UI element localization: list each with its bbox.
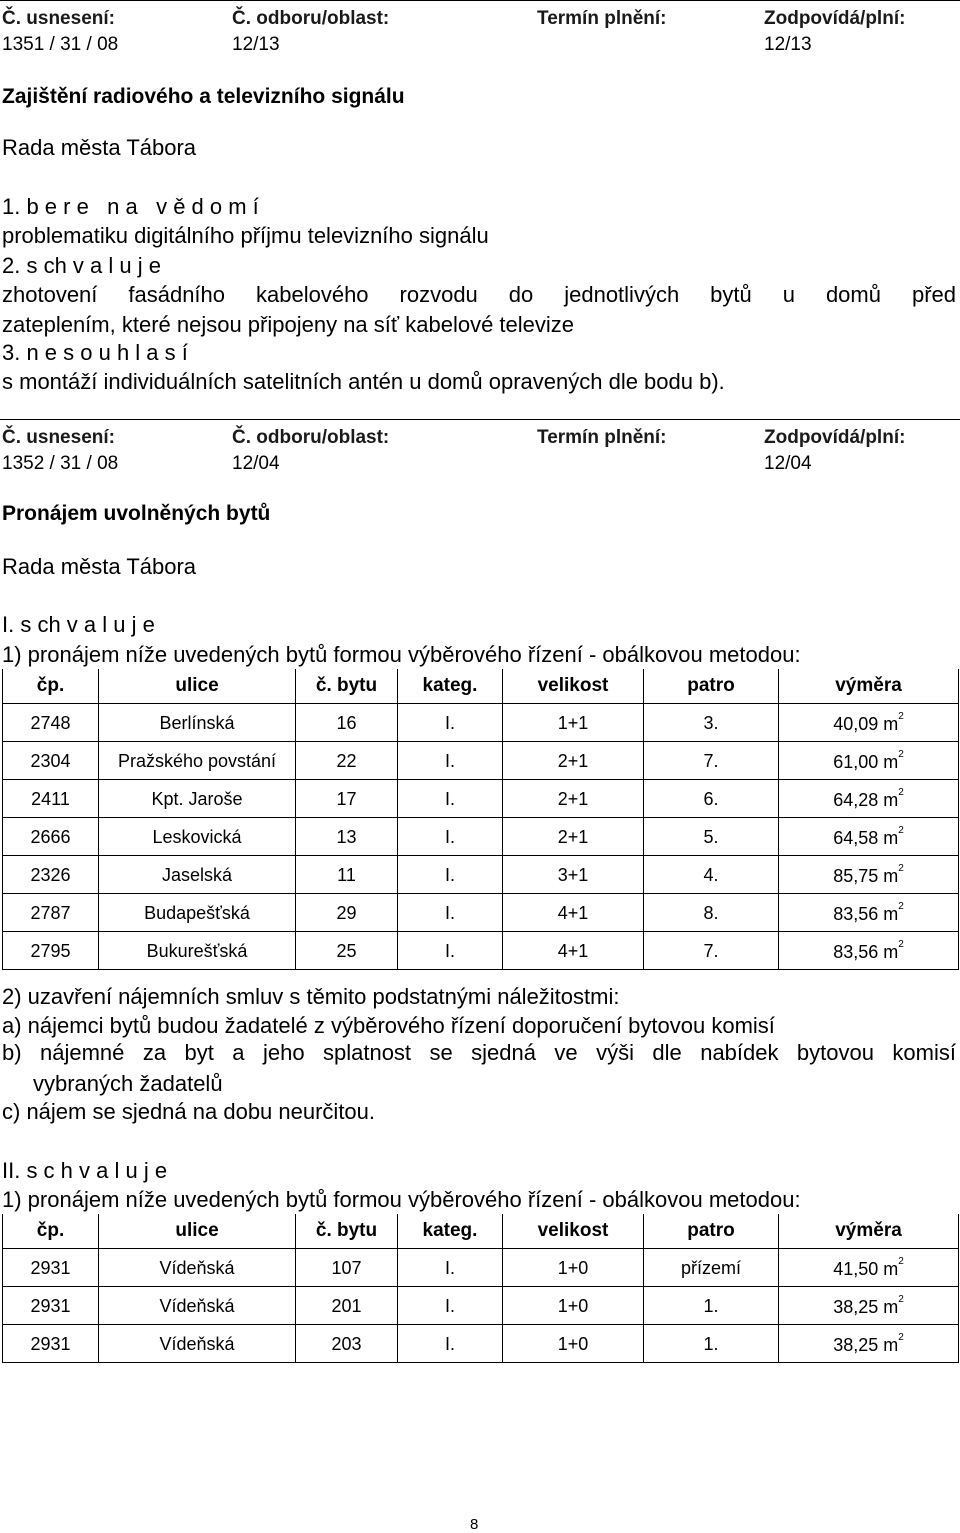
cell-text: 1+0 bbox=[557, 1257, 589, 1278]
cell-text: Kpt. Jaroše bbox=[151, 788, 243, 809]
cell-text: 17 bbox=[336, 788, 357, 809]
cell-text: 40,09 m bbox=[833, 714, 899, 734]
cell-text: 2411 bbox=[31, 788, 70, 809]
col-header: č. bytu bbox=[296, 1214, 398, 1249]
table-cell bbox=[3, 1325, 99, 1363]
unit-superscript: 2 bbox=[898, 939, 904, 950]
table-cell bbox=[398, 894, 503, 932]
table-cell bbox=[779, 780, 959, 818]
cell-text: Budapešťská bbox=[144, 902, 250, 923]
table-cell bbox=[99, 780, 296, 818]
cell-text: 83,56 m bbox=[833, 942, 899, 962]
table-cell bbox=[398, 856, 503, 894]
cell-text: přízemí bbox=[680, 1257, 741, 1278]
cell-text: 2+1 bbox=[557, 788, 589, 809]
table-cell bbox=[644, 780, 779, 818]
label-deadline: Termín plnění: bbox=[537, 8, 667, 29]
col-header: patro bbox=[644, 669, 779, 704]
item-heading-1: 1. b e r e n a v ě d o m í bbox=[2, 194, 259, 219]
table-cell bbox=[99, 742, 296, 780]
table-cell bbox=[503, 742, 644, 780]
table-cell bbox=[99, 1287, 296, 1325]
resolution-title: Zajištění radiového a televizního signálu bbox=[2, 85, 405, 108]
cell-text: 25 bbox=[336, 940, 357, 961]
cell-text: 2931 bbox=[30, 1295, 71, 1316]
table-row bbox=[3, 894, 959, 932]
table-cell bbox=[3, 704, 99, 742]
table-cell bbox=[296, 932, 398, 970]
table-cell bbox=[99, 894, 296, 932]
table-row bbox=[3, 1249, 959, 1287]
condition-b: b) nájemné za byt a jeho splatnost se sjedná ve výši dle nabídek bytovou komisí bbox=[2, 1040, 956, 1065]
table-cell bbox=[296, 1325, 398, 1363]
resolution-number-2: 1352 / 31 / 08 bbox=[2, 453, 119, 474]
condition-a: a) nájemci bytů budou žadatelé z výběrového řízení doporučení bytovou komisí bbox=[2, 1013, 775, 1038]
table-cell bbox=[503, 1287, 644, 1325]
item-heading-3: 3. n e s o u h l a s í bbox=[2, 340, 188, 365]
table-cell bbox=[3, 742, 99, 780]
table-cell bbox=[779, 1249, 959, 1287]
cell-text: Bukurešťská bbox=[146, 940, 248, 961]
cell-text: Berlínská bbox=[159, 712, 235, 733]
col-header: kateg. bbox=[398, 669, 503, 704]
label-resolution-no: Č. usnesení: bbox=[2, 8, 115, 29]
table-cell bbox=[503, 1325, 644, 1363]
resolution-number: 1351 / 31 / 08 bbox=[2, 34, 119, 55]
cell-text: I. bbox=[444, 940, 455, 961]
cell-text: 22 bbox=[336, 750, 357, 771]
table-row bbox=[3, 742, 959, 780]
table-cell bbox=[296, 780, 398, 818]
col-header: čp. bbox=[3, 669, 99, 704]
table-cell bbox=[503, 780, 644, 818]
col-header: čp. bbox=[3, 1214, 99, 1249]
table-cell bbox=[779, 894, 959, 932]
table-cell bbox=[503, 704, 644, 742]
unit-superscript: 2 bbox=[898, 1294, 904, 1305]
cell-text: I. bbox=[444, 1333, 455, 1354]
item-text-1: problematiku digitálního příjmu televizního signálu bbox=[2, 223, 489, 248]
responsible-value: 12/13 bbox=[764, 34, 812, 55]
table-cell bbox=[3, 894, 99, 932]
cell-text: Vídeňská bbox=[159, 1257, 235, 1278]
cell-text: I. bbox=[444, 1257, 455, 1278]
cell-text: I. bbox=[444, 864, 455, 885]
table-cell bbox=[398, 818, 503, 856]
label-responsible: Zodpovídá/plní: bbox=[764, 8, 906, 29]
table-cell bbox=[503, 894, 644, 932]
table-cell bbox=[644, 1249, 779, 1287]
cell-text: I. bbox=[444, 1295, 455, 1316]
cell-text: 1. bbox=[703, 1295, 719, 1316]
col-header: patro bbox=[644, 1214, 779, 1249]
cell-text: 3+1 bbox=[557, 864, 589, 885]
top-rule bbox=[0, 0, 960, 1]
table-cell bbox=[99, 818, 296, 856]
cell-text: 83,56 m bbox=[833, 904, 899, 924]
label-resolution-no-2: Č. usnesení: bbox=[2, 427, 115, 448]
table-cell bbox=[644, 1325, 779, 1363]
cell-text: 41,50 m bbox=[833, 1259, 899, 1279]
table-row bbox=[3, 932, 959, 970]
table-cell bbox=[99, 856, 296, 894]
unit-superscript: 2 bbox=[898, 749, 904, 760]
col-header: ulice bbox=[99, 669, 296, 704]
table-row bbox=[3, 780, 959, 818]
table-cell bbox=[3, 1249, 99, 1287]
table-cell bbox=[296, 742, 398, 780]
table-cell bbox=[644, 818, 779, 856]
unit-superscript: 2 bbox=[898, 1256, 904, 1267]
cell-text: 1. bbox=[703, 1333, 719, 1354]
table-cell bbox=[296, 1287, 398, 1325]
cell-text: 5. bbox=[703, 826, 719, 847]
part1-intro: 1) pronájem níže uvedených bytů formou výběrového řízení - obálkovou metodou: bbox=[2, 642, 801, 667]
table-row bbox=[3, 856, 959, 894]
cell-text: I. bbox=[444, 902, 455, 923]
table-row bbox=[3, 1325, 959, 1363]
cell-text: I. bbox=[444, 750, 455, 771]
table-cell bbox=[296, 818, 398, 856]
cell-text: 1+0 bbox=[557, 1333, 589, 1354]
cell-text: 3. bbox=[703, 712, 719, 733]
cell-text: 38,25 m bbox=[833, 1297, 899, 1317]
item-text-2b: zateplením, které nejsou připojeny na síť kabelové televize bbox=[2, 312, 575, 337]
condition-b-cont: vybraných žadatelů bbox=[33, 1071, 223, 1096]
cell-text: Vídeňská bbox=[159, 1295, 235, 1316]
apartments-table-1 bbox=[2, 669, 959, 970]
table-cell bbox=[779, 1287, 959, 1325]
table-cell bbox=[398, 932, 503, 970]
cell-text: 7. bbox=[703, 750, 719, 771]
cell-text: Vídeňská bbox=[159, 1333, 235, 1354]
unit-superscript: 2 bbox=[898, 825, 904, 836]
cell-text: I. bbox=[444, 788, 455, 809]
cell-text: 2+1 bbox=[557, 826, 589, 847]
part2-heading: II. s c h v a l u j e bbox=[2, 1158, 168, 1183]
label-department: Č. odboru/oblast: bbox=[232, 8, 390, 29]
cell-text: 2+1 bbox=[557, 750, 589, 771]
table-cell bbox=[644, 894, 779, 932]
table-cell bbox=[779, 704, 959, 742]
resolution-title-2: Pronájem uvolněných bytů bbox=[2, 502, 271, 525]
cell-text: 2666 bbox=[30, 826, 71, 847]
department-value: 12/13 bbox=[232, 34, 280, 55]
cell-text: 107 bbox=[331, 1257, 362, 1278]
table-header-row bbox=[3, 1214, 959, 1249]
cell-text: 61,00 m bbox=[833, 752, 899, 772]
table-cell bbox=[3, 780, 99, 818]
item-text-3: s montáží individuálních satelitních antén u domů opravených dle bodu b). bbox=[2, 369, 725, 394]
label-department-2: Č. odboru/oblast: bbox=[232, 427, 390, 448]
council-name-2: Rada města Tábora bbox=[2, 554, 197, 579]
cell-text: 2787 bbox=[30, 902, 71, 923]
table-row bbox=[3, 704, 959, 742]
cell-text: 2931 bbox=[30, 1257, 71, 1278]
col-header: ulice bbox=[99, 1214, 296, 1249]
cell-text: I. bbox=[444, 826, 455, 847]
cell-text: I. bbox=[444, 712, 455, 733]
condition-c: c) nájem se sjedná na dobu neurčitou. bbox=[2, 1099, 376, 1124]
unit-superscript: 2 bbox=[898, 901, 904, 912]
part2-intro: 1) pronájem níže uvedených bytů formou výběrového řízení - obálkovou metodou: bbox=[2, 1187, 801, 1212]
cell-text: 2304 bbox=[30, 750, 71, 771]
department-value-2: 12/04 bbox=[232, 453, 280, 474]
table-cell bbox=[644, 742, 779, 780]
cell-text: Pražského povstání bbox=[117, 750, 277, 771]
cell-text: 6. bbox=[703, 788, 719, 809]
section-rule bbox=[0, 419, 960, 420]
table-cell bbox=[644, 856, 779, 894]
unit-superscript: 2 bbox=[898, 711, 904, 722]
table-cell bbox=[779, 818, 959, 856]
cell-text: 85,75 m bbox=[833, 866, 899, 886]
cell-text: 38,25 m bbox=[833, 1335, 899, 1355]
table-cell bbox=[779, 856, 959, 894]
table-cell bbox=[398, 780, 503, 818]
table-cell bbox=[3, 932, 99, 970]
label-deadline-2: Termín plnění: bbox=[537, 427, 667, 448]
cell-text: 203 bbox=[331, 1333, 362, 1354]
cell-text: 16 bbox=[336, 712, 357, 733]
cell-text: 11 bbox=[337, 864, 356, 885]
apartments-table-2 bbox=[2, 1214, 959, 1363]
cell-text: 1+0 bbox=[557, 1295, 589, 1316]
cell-text: 201 bbox=[331, 1295, 362, 1316]
council-name: Rada města Tábora bbox=[2, 135, 197, 160]
part1-heading: I. s ch v a l u j e bbox=[2, 612, 155, 637]
cell-text: 64,28 m bbox=[833, 790, 899, 810]
table-row bbox=[3, 1287, 959, 1325]
table-cell bbox=[503, 1249, 644, 1287]
col-header: kateg. bbox=[398, 1214, 503, 1249]
table-cell bbox=[99, 704, 296, 742]
table-cell bbox=[779, 742, 959, 780]
table-cell bbox=[398, 1287, 503, 1325]
label-responsible-2: Zodpovídá/plní: bbox=[764, 427, 906, 448]
cell-text: 8. bbox=[703, 902, 719, 923]
cell-text: 7. bbox=[703, 940, 719, 961]
table-cell bbox=[296, 704, 398, 742]
table-cell bbox=[398, 1249, 503, 1287]
table-header-row bbox=[3, 669, 959, 704]
unit-superscript: 2 bbox=[898, 787, 904, 798]
item-text-2a: zhotovení fasádního kabelového rozvodu do jednotlivých bytů u domů před bbox=[2, 282, 956, 307]
cell-text: 4+1 bbox=[557, 902, 589, 923]
table-cell bbox=[296, 894, 398, 932]
table-cell bbox=[644, 1287, 779, 1325]
table-cell bbox=[99, 932, 296, 970]
col-header: výměra bbox=[779, 1214, 959, 1249]
cell-text: Leskovická bbox=[152, 826, 242, 847]
col-header: velikost bbox=[503, 1214, 644, 1249]
cell-text: 2931 bbox=[30, 1333, 71, 1354]
table-cell bbox=[503, 818, 644, 856]
item-heading-2: 2. s ch v a l u j e bbox=[2, 253, 161, 278]
table-cell bbox=[296, 856, 398, 894]
table-cell bbox=[99, 1249, 296, 1287]
conditions-intro: 2) uzavření nájemních smluv s těmito podstatnými náležitostmi: bbox=[2, 984, 620, 1009]
table-cell bbox=[296, 1249, 398, 1287]
table-cell bbox=[398, 742, 503, 780]
cell-text: 2795 bbox=[30, 940, 71, 961]
cell-text: 2326 bbox=[30, 864, 71, 885]
unit-superscript: 2 bbox=[898, 863, 904, 874]
table-cell bbox=[99, 1325, 296, 1363]
table-cell bbox=[398, 704, 503, 742]
table-cell bbox=[3, 1287, 99, 1325]
cell-text: Jaselská bbox=[161, 864, 233, 885]
table-cell bbox=[779, 1325, 959, 1363]
unit-superscript: 2 bbox=[898, 1332, 904, 1343]
table-cell bbox=[398, 1325, 503, 1363]
table-cell bbox=[3, 856, 99, 894]
cell-text: 13 bbox=[336, 826, 357, 847]
cell-text: 29 bbox=[336, 902, 357, 923]
col-header: výměra bbox=[779, 669, 959, 704]
cell-text: 64,58 m bbox=[833, 828, 899, 848]
cell-text: 1+1 bbox=[557, 712, 589, 733]
table-cell bbox=[503, 932, 644, 970]
cell-text: 2748 bbox=[30, 712, 71, 733]
col-header: velikost bbox=[503, 669, 644, 704]
responsible-value-2: 12/04 bbox=[764, 453, 812, 474]
table-cell bbox=[779, 932, 959, 970]
table-row bbox=[3, 818, 959, 856]
cell-text: 4+1 bbox=[557, 940, 589, 961]
page-number: 8 bbox=[470, 1516, 479, 1533]
table-cell bbox=[3, 818, 99, 856]
table-cell bbox=[644, 932, 779, 970]
cell-text: 4. bbox=[703, 864, 719, 885]
col-header: č. bytu bbox=[296, 669, 398, 704]
table-cell bbox=[503, 856, 644, 894]
table-cell bbox=[644, 704, 779, 742]
